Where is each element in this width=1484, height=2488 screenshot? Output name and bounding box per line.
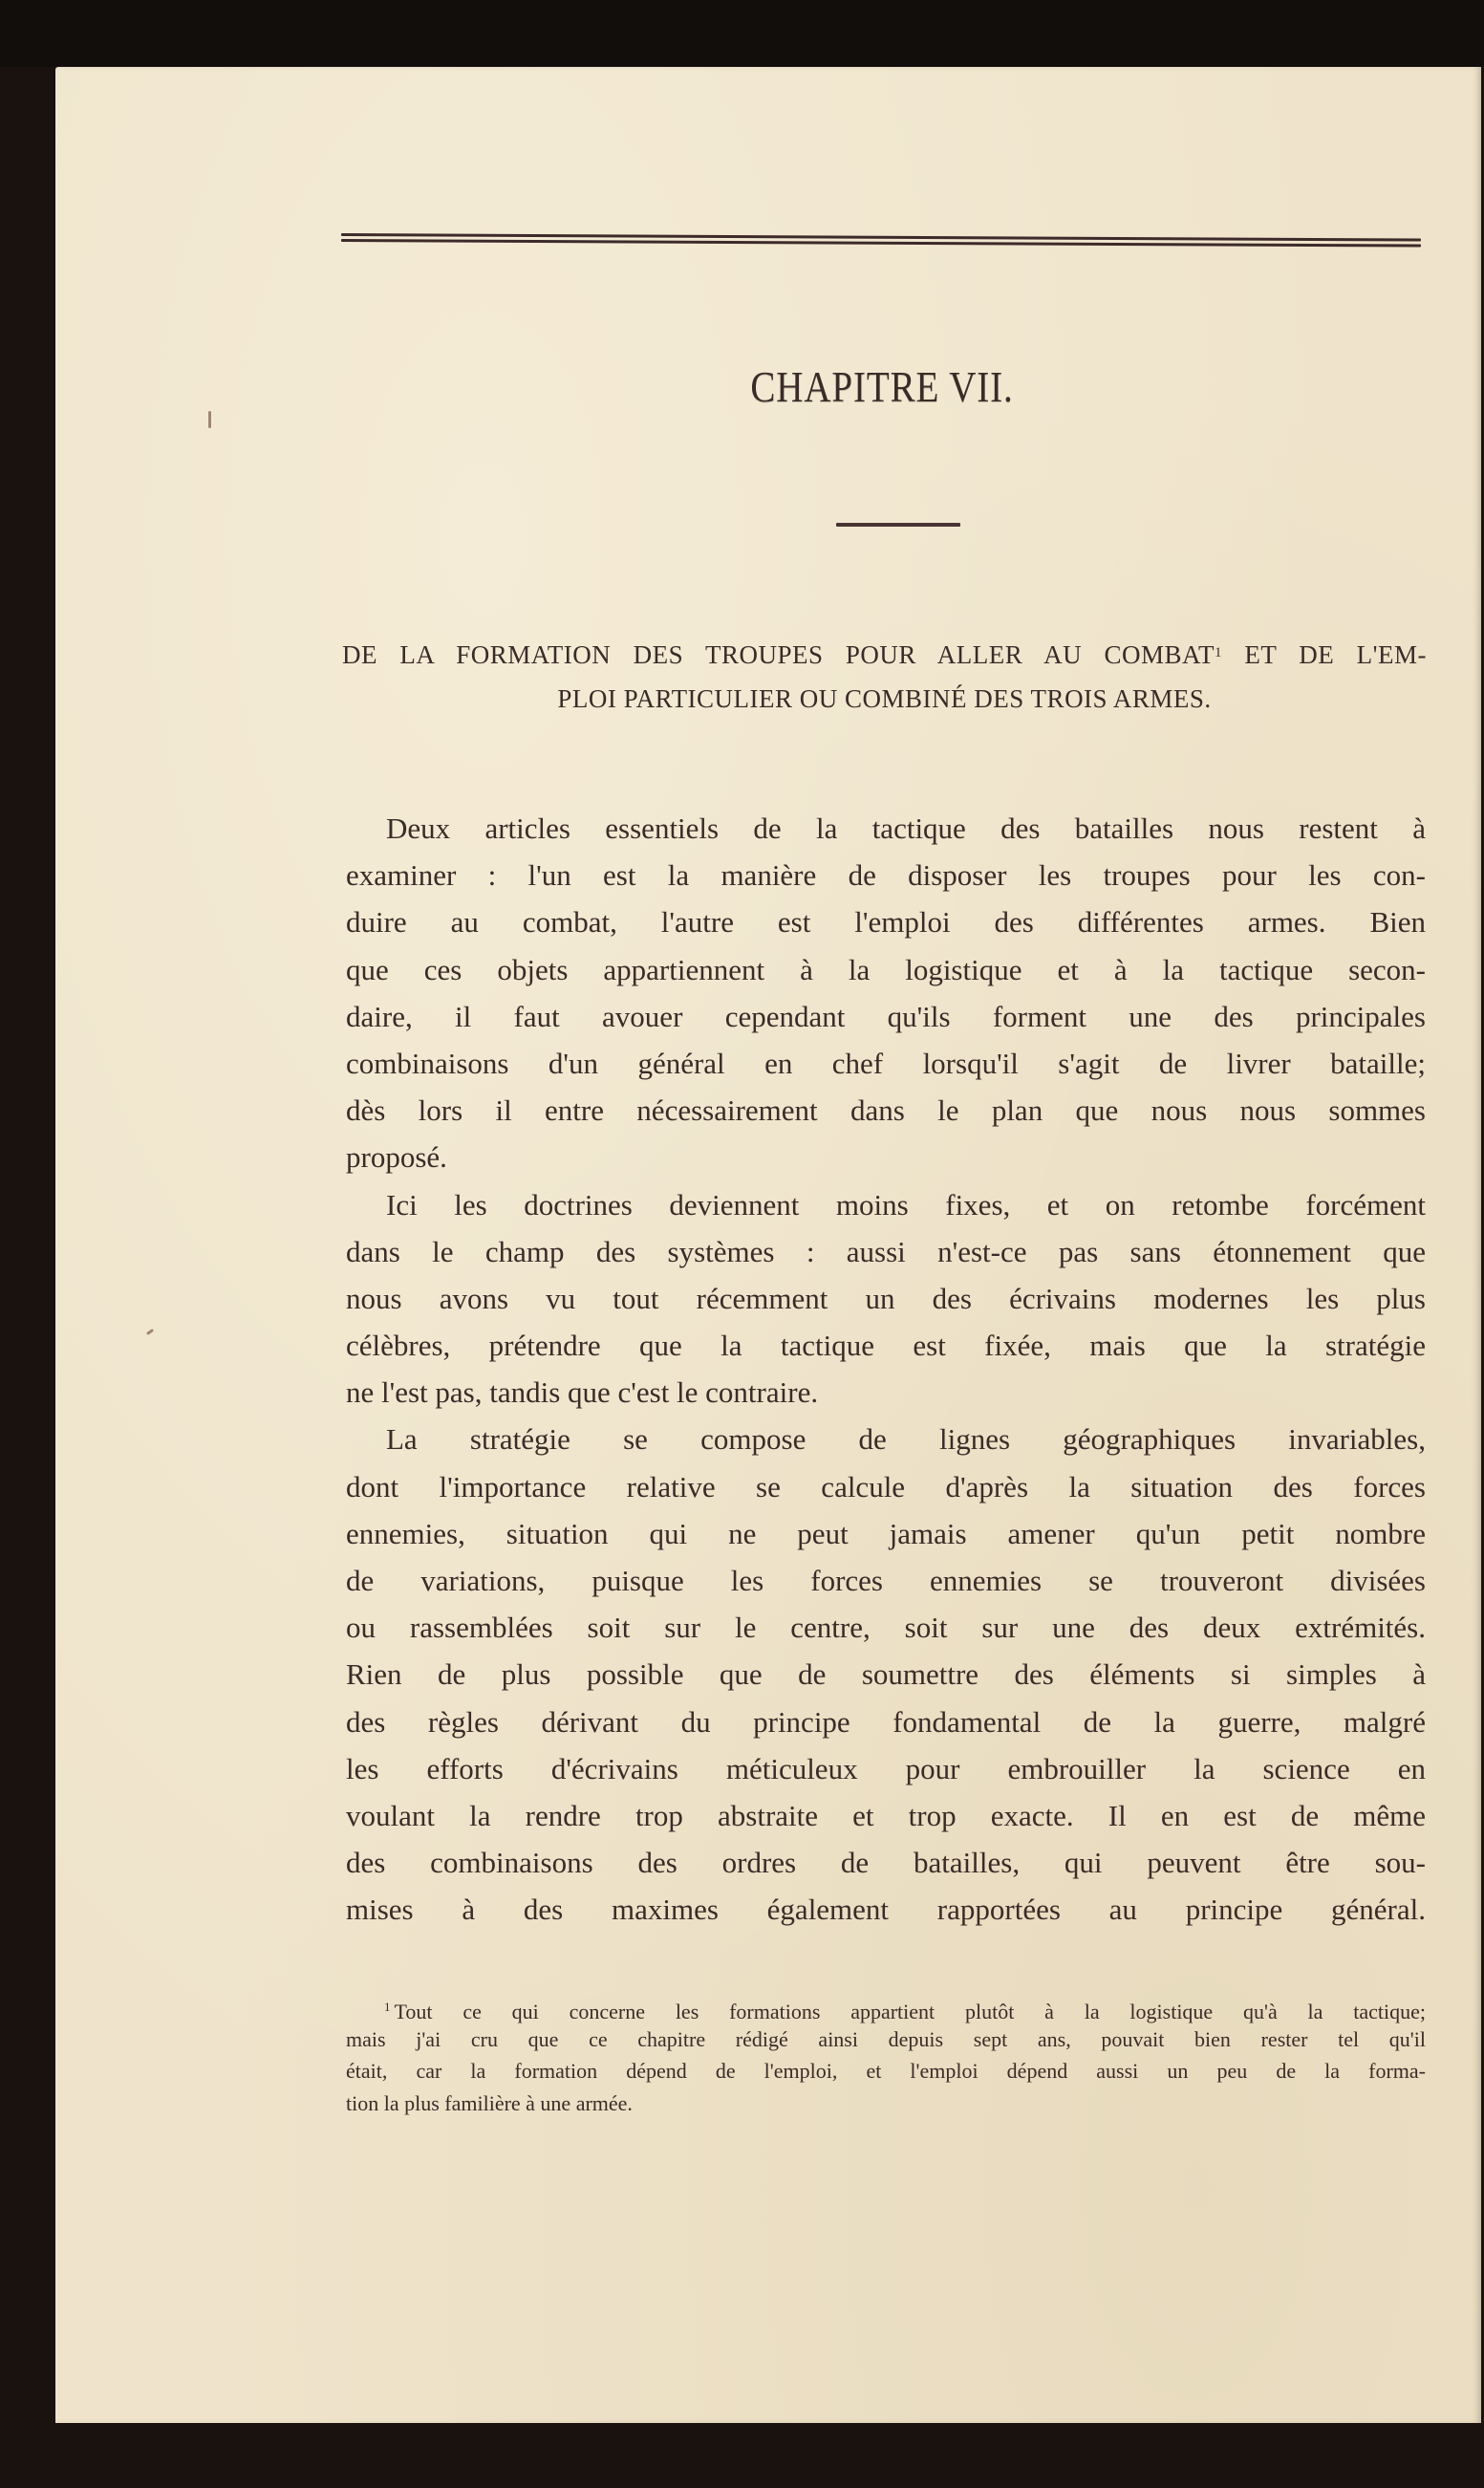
footnote-reference[interactable]: 1 bbox=[1215, 645, 1223, 660]
subtitle-line bbox=[342, 631, 1427, 677]
paragraph-line: dès lors il entre nécessairement dans le plan que nous nous sommes bbox=[346, 1093, 1426, 1128]
footnote-line: était, car la formation dépend de l'emploi, et l'emploi dépend aussi un peu de la forma- bbox=[346, 2059, 1426, 2083]
paragraph-line: dont l'importance relative se calcule d'après la situation des forces bbox=[346, 1469, 1426, 1504]
paragraph-line: La stratégie se compose de lignes géographiques invariables, bbox=[386, 1422, 1426, 1457]
body-text bbox=[346, 805, 1426, 1934]
paragraph-line: Deux articles essentiels de la tactique des batailles nous restent à bbox=[386, 811, 1426, 845]
scan-backdrop bbox=[0, 0, 1484, 67]
paragraph-line: de variations, puisque les forces ennemies se trouveront divisées bbox=[346, 1564, 1426, 1597]
paragraph-line: duire au combat, l'autre est l'emploi des différentes armes. Bien bbox=[346, 905, 1426, 940]
chapter-title-block bbox=[342, 361, 1422, 419]
paragraph-line: ennemies, situation qui ne peut jamais amener qu'un petit nombre bbox=[346, 1516, 1426, 1550]
paragraph-line: voulant la rendre trop abstraite et trop exacte. Il en est de même bbox=[346, 1798, 1426, 1832]
paragraph-line: examiner : l'un est la manière de disposer les troupes pour les con- bbox=[346, 858, 1426, 893]
footnote-line bbox=[346, 1991, 1426, 2023]
paper-speck bbox=[208, 411, 211, 428]
paragraph-line: des combinaisons des ordres de batailles, qui peuvent être sou- bbox=[346, 1846, 1426, 1880]
paragraph-line: des règles dérivant du principe fondamental de la guerre, malgré bbox=[346, 1704, 1426, 1739]
chapter-subtitle bbox=[342, 631, 1427, 721]
paragraph-line: dans le champ des systèmes : aussi n'est-ce pas sans étonnement que bbox=[346, 1234, 1426, 1268]
paragraph-line: Ici les doctrines deviennent moins fixes, et on retombe forcément bbox=[386, 1187, 1426, 1222]
paragraph-line: les efforts d'écrivains méticuleux pour embrouiller la science en bbox=[346, 1751, 1426, 1785]
footnote-text: Tout ce qui concerne les formations appartient plutôt à la logistique qu'à la tactique; bbox=[394, 2000, 1426, 2023]
chapter-title: CHAPITRE VII. bbox=[750, 362, 1014, 411]
paragraph-line: daire, il faut avouer cependant qu'ils forment une des principales bbox=[346, 999, 1426, 1033]
subtitle-line: PLOI PARTICULIER OU COMBINÉ DES TROIS ARMES. bbox=[557, 684, 1212, 713]
title-separator-rule bbox=[836, 523, 960, 527]
footnote-line: mais j'ai cru que ce chapitre rédigé ainsi depuis sept ans, pouvait bien rester tel qu'il bbox=[346, 2026, 1426, 2051]
paragraph-line: ou rassemblées soit sur le centre, soit sur une des deux extrémités. bbox=[346, 1611, 1426, 1645]
paragraph-line: Rien de plus possible que de soumettre des éléments si simples à bbox=[346, 1657, 1426, 1692]
paragraph-line: nous avons vu tout récemment un des écrivains modernes les plus bbox=[346, 1281, 1426, 1315]
paragraph-line: combinaisons d'un général en chef lorsqu'il s'agit de livrer bataille; bbox=[346, 1046, 1426, 1080]
subtitle-text: ET DE L'EM- bbox=[1244, 640, 1427, 669]
header-double-rule bbox=[341, 233, 1421, 245]
subtitle-text: DE LA FORMATION DES TROUPES POUR ALLER AU COMBAT bbox=[342, 640, 1215, 669]
paper-speck bbox=[146, 1329, 154, 1335]
paragraph-line: que ces objets appartiennent à la logistique et à la tactique secon- bbox=[346, 952, 1426, 986]
footnote-marker: 1 bbox=[384, 2000, 391, 2014]
paragraph-line: mises à des maximes également rapportées au principe général. bbox=[346, 1893, 1426, 1927]
paragraph-line: proposé. bbox=[346, 1140, 447, 1175]
paragraph-line: célèbres, prétendre que la tactique est fixée, mais que la stratégie bbox=[346, 1329, 1426, 1363]
footnote bbox=[346, 1991, 1426, 2119]
paragraph-line: ne l'est pas, tandis que c'est le contraire. bbox=[346, 1375, 819, 1410]
footnote-line: tion la plus familière à une armée. bbox=[346, 2090, 633, 2115]
